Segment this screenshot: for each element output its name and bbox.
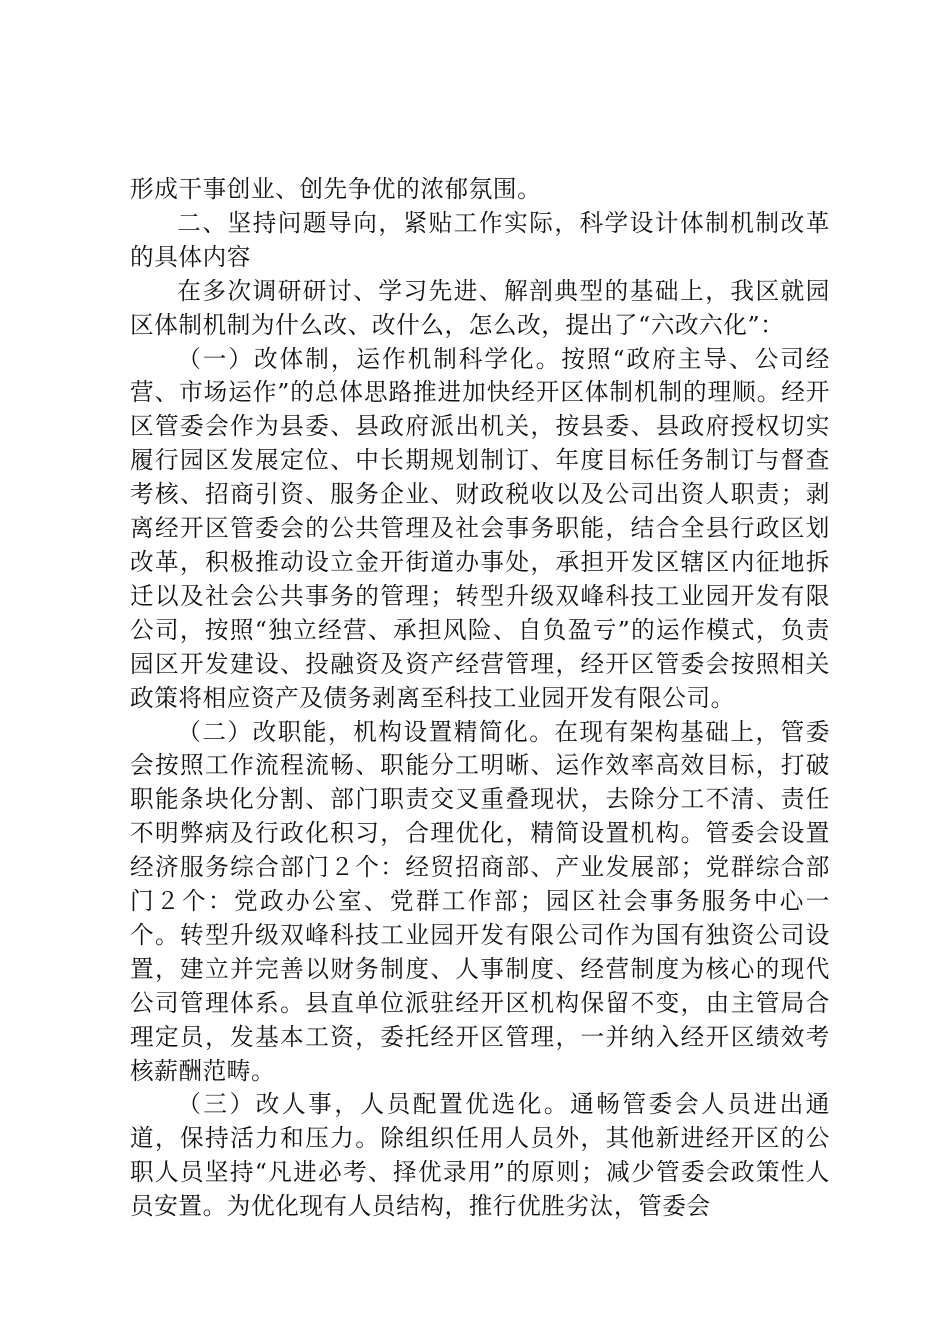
section-heading-two: 二、坚持问题导向，紧贴工作实际，科学设计体制机制改革的具体内容 [130, 208, 830, 271]
paragraph-item-two: （二）改职能，机构设置精简化。在现有架构基础上，管委会按照工作流程流畅、职能分工明晰、运作效率高效目标，打破职能条块化分割、部门职责交叉重叠现状，去除分工不清、责任不明弊病及行政化积习，合理优化，精简设置机构。管委会设置经济服务综合部门２个：经贸招商部、产业发展部；党群综合部门２个：党政办公室、党群工作部；园区社会事务服务中心一个。转型升级双峰科技工业园开发有限公司作为国有独资公司设置，建立并完善以财务制度、人事制度、经营制度为核心的现代公司管理体系。县直单位派驻经开区机构保留不变，由主管局合理定员，发基本工资，委托经开区管理，一并纳入经开区绩效考核薪酬范畴。 [130, 717, 830, 1085]
paragraph-intro: 在多次调研研讨、学习先进、解剖典型的基础上，我区就园区体制机制为什么改、改什么，怎么改，提出了“六改六化”： [130, 276, 830, 339]
paragraph-item-three: （三）改人事，人员配置优选化。通畅管委会人员进出通道，保持活力和压力。除组织任用人员外，其他新进经开区的公职人员坚持“凡进必考、择优录用”的原则；减少管委会政策性人员安置。为优化现有人员结构，推行优胜劣汰，管委会 [130, 1090, 830, 1221]
paragraph-continuation: 形成干事创业、创先争优的浓郁氛围。 [130, 175, 542, 203]
document-body [130, 173, 830, 1224]
paragraph-item-one: （一）改体制，运作机制科学化。按照“政府主导、公司经营、市场运作”的总体思路推进加快经开区体制机制的理顺。经开区管委会作为县委、县政府派出机关，按县委、县政府授权切实履行园区发展定位、中长期规划制订、年度目标任务制订与督查考核、招商引资、服务企业、财政税收以及公司出资人职责；剥离经开区管委会的公共管理及社会事务职能，结合全县行政区划改革，积极推动设立金开街道办事处，承担开发区辖区内征地拆迁以及社会公共事务的管理；转型升级双峰科技工业园开发有限公司，按照“独立经营、承担风险、自负盈亏”的运作模式，负责园区开发建设、投融资及资产经营管理，经开区管委会按照相关政策将相应资产及债务剥离至科技工业园开发有限公司。 [130, 344, 830, 712]
